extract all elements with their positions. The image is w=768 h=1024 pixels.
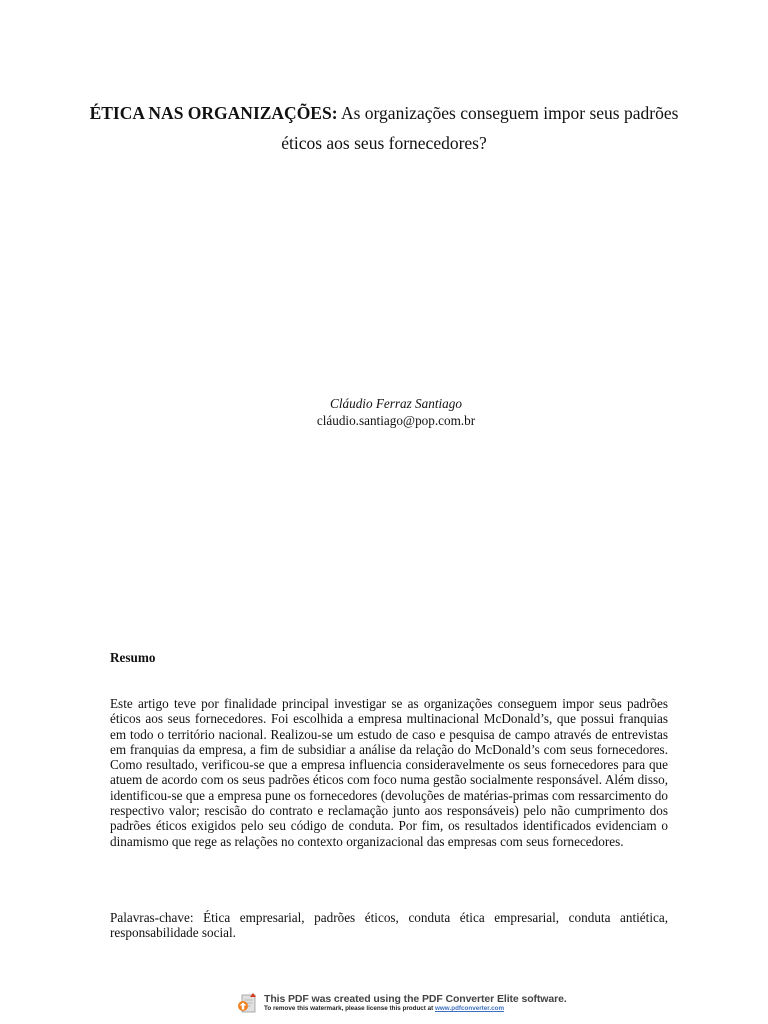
watermark-text <box>264 994 567 1013</box>
author-block <box>0 395 768 429</box>
paper-title <box>80 98 688 158</box>
title-bold-part: ÉTICA NAS ORGANIZAÇÕES: <box>89 103 338 123</box>
pdf-watermark <box>235 990 567 1016</box>
watermark-line-1: This PDF was created using the PDF Converter Elite software. <box>264 992 567 1005</box>
watermark-url-link[interactable]: www.pdfconverter.com <box>435 1005 505 1013</box>
author-name: Cláudio Ferraz Santiago <box>330 396 462 411</box>
watermark-license-text: To remove this watermark, please license this product at <box>264 1005 434 1013</box>
pdf-converter-logo-icon <box>235 990 261 1016</box>
abstract-text: Este artigo teve por finalidade principal investigar se as organizações conseguem impor seus padrões éticos aos seus fornecedores. Foi escolhida a empresa multinacional McDonald’s, que possui franquias em todo o território nacional. Realizou-se um estudo de caso e pesquisa de campo através de entrevistas em franquias da empresa, a fim de subsidiar a análise da relação do McDonald’s com seus fornecedores. Como resultado, verificou-se que a empresa influencia consideravelmente os seus fornecedores para que atuem de acordo com os seus padrões éticos com foco numa gestão socialmente responsável. Além disso, identificou-se que a empresa pune os fornecedores (devoluções de matérias-primas com ressarcimento do respectivo valor; rescisão do contrato e reclamação junto aos responsáveis) pelo não cumprimento dos padrões éticos exigidos pelo seu código de conduta. Por fim, os resultados identificados evidenciam o dinamismo que rege as relações no contexto organizacional das empresas com seus fornecedores. <box>110 696 668 849</box>
watermark-line-2 <box>264 1006 567 1012</box>
abstract-heading: Resumo <box>110 650 156 665</box>
keywords-text: Palavras-chave: Ética empresarial, padrões éticos, conduta ética empresarial, conduta antiética, responsabilidade social. <box>110 910 668 941</box>
author-email: cláudio.santiago@pop.com.br <box>316 413 476 428</box>
title-rest-part: As organizações conseguem impor seus padrões éticos aos seus fornecedores? <box>281 103 679 153</box>
